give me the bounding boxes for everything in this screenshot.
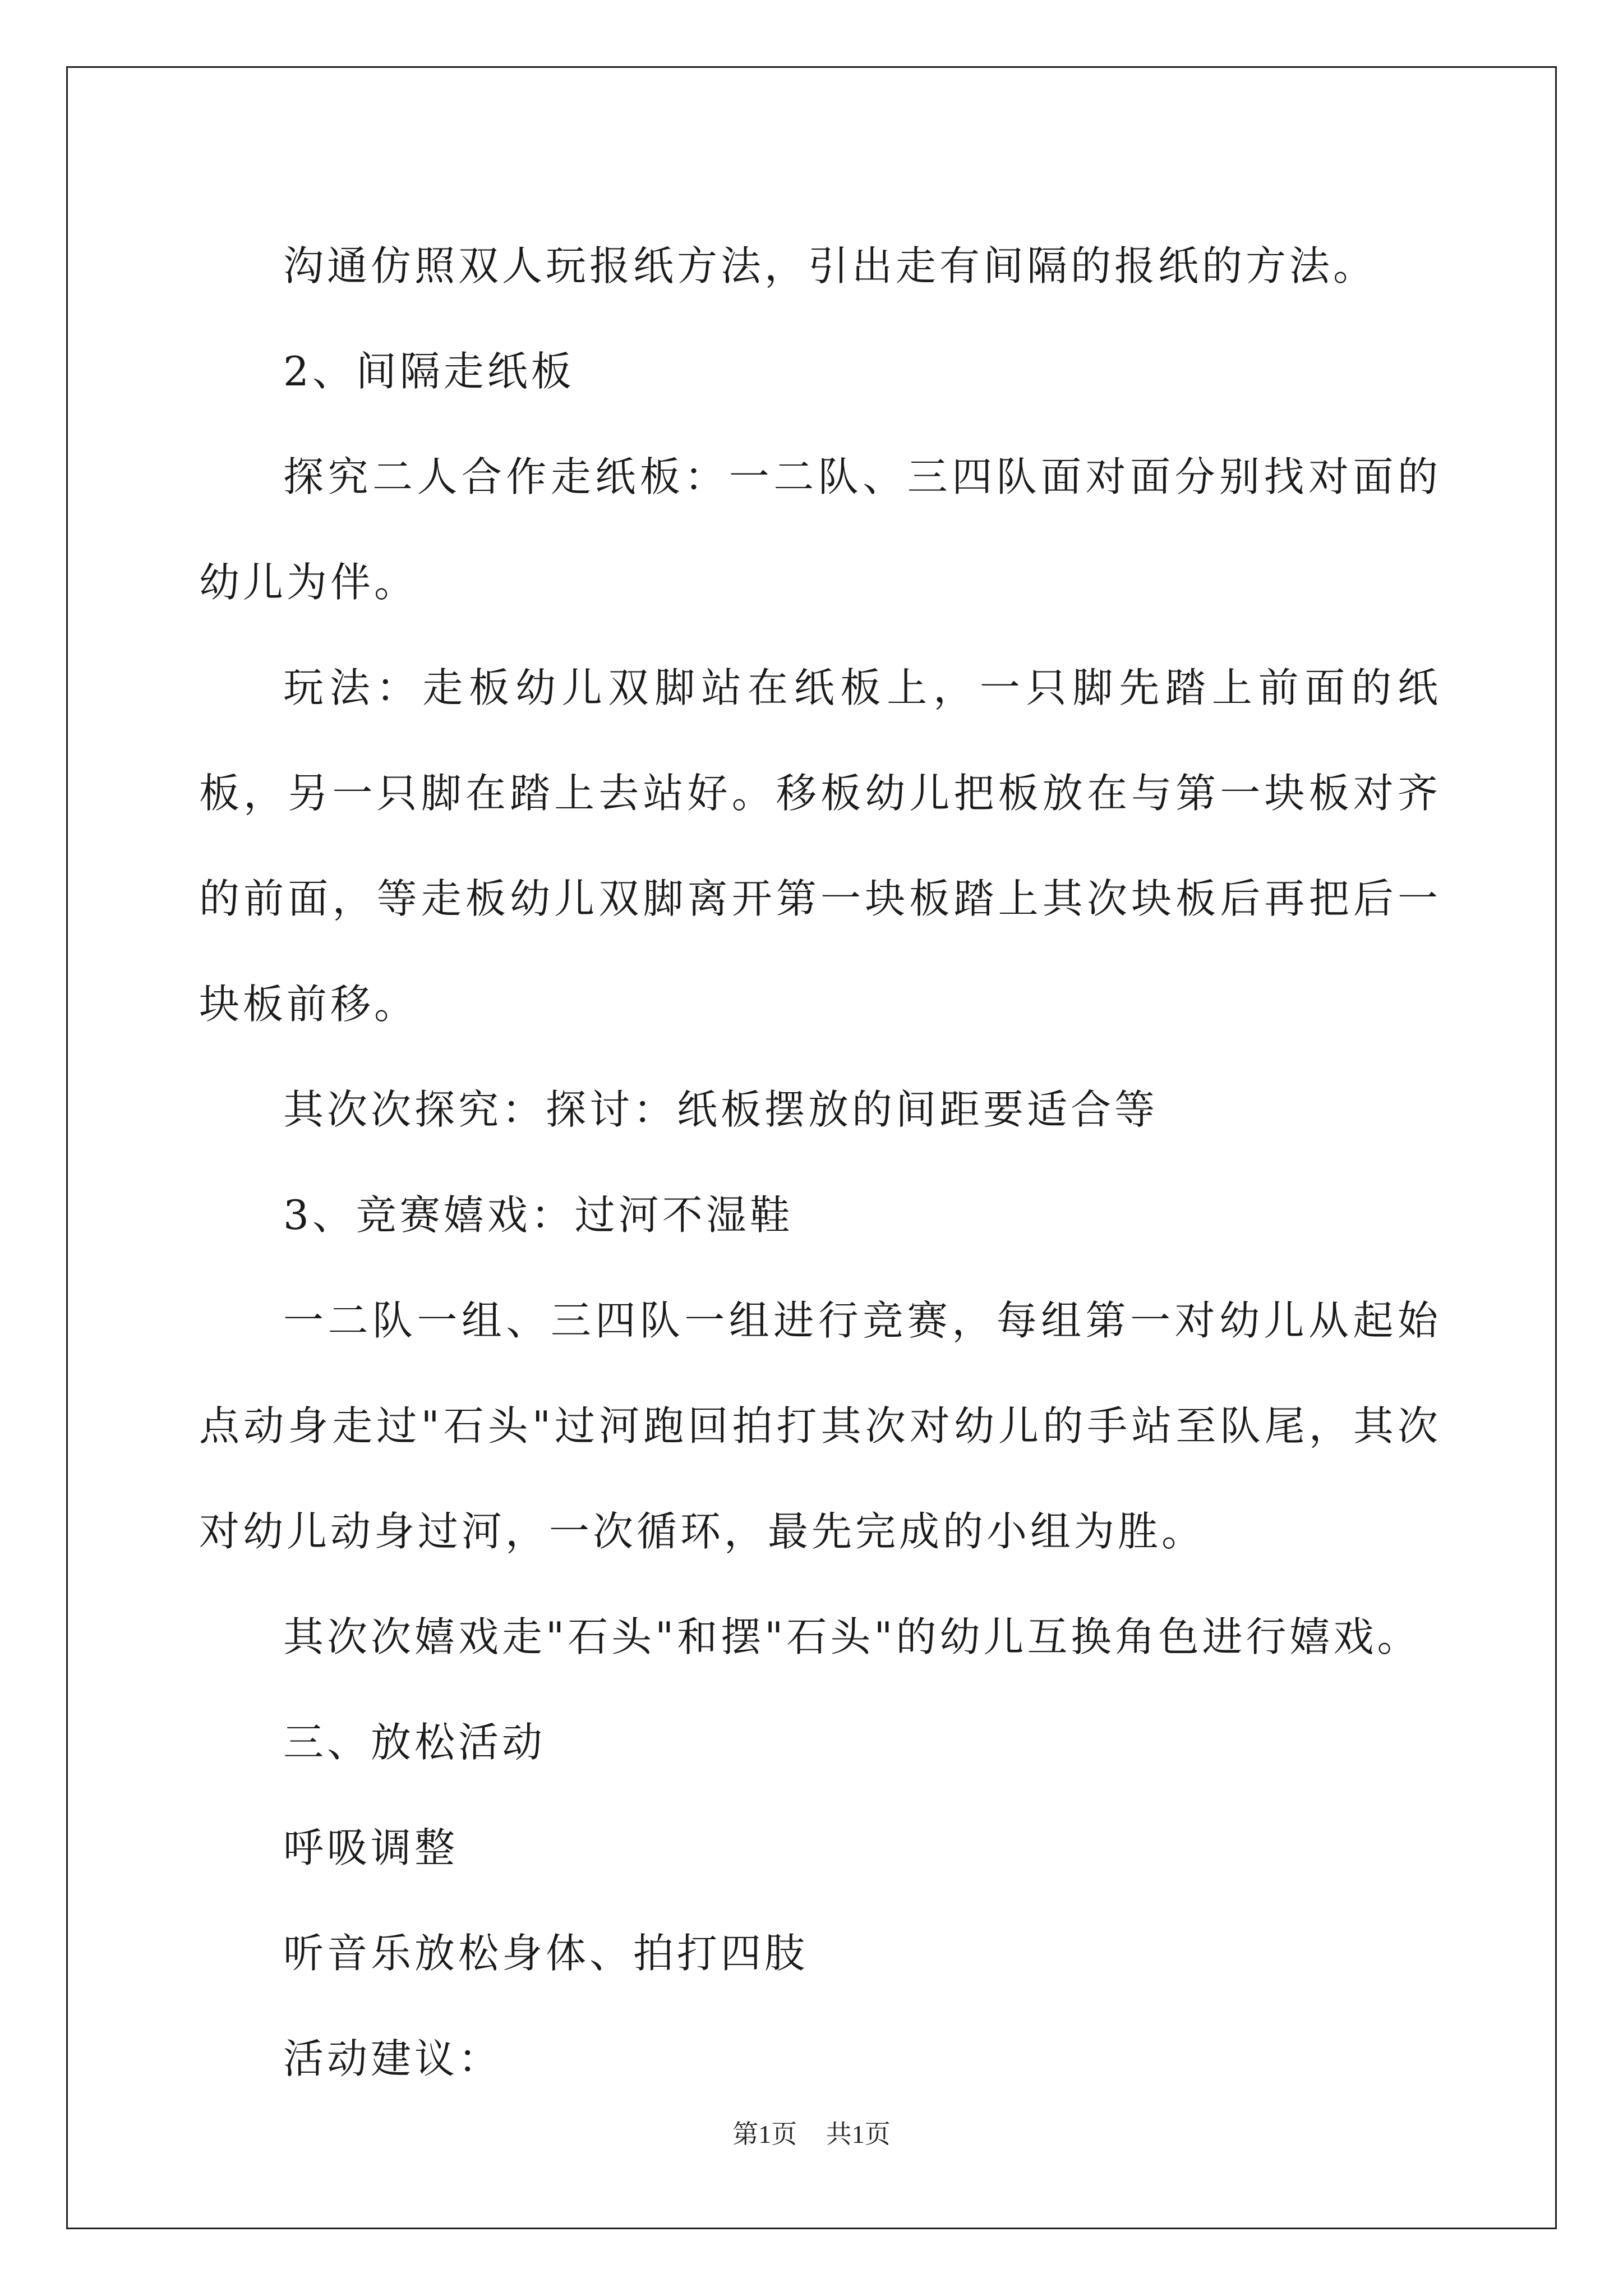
section-heading: 三、放松活动 xyxy=(283,1719,546,1766)
page-number: 第1页 xyxy=(732,2120,797,2148)
section-heading: 3、竞赛嬉戏：过河不湿鞋 xyxy=(283,1191,794,1239)
paragraph: 呼吸调整 xyxy=(283,1824,459,1871)
paragraph: 一二队一组、三四队一组进行竞赛，每组第一对幼儿从起始点动身走过"石头"过河跑回拍打其次对幼儿的手站至队尾，其次对幼儿动身过河，一次循环，最先完成的小组为胜。 xyxy=(199,1297,1441,1555)
document-body xyxy=(199,213,1441,2111)
page-footer xyxy=(0,2114,1623,2151)
section-heading: 2、间隔走纸板 xyxy=(283,348,575,395)
paragraph: 活动建议： xyxy=(283,2035,502,2082)
paragraph: 探究二人合作走纸板：一二队、三四队面对面分别找对面的幼儿为伴。 xyxy=(199,453,1441,606)
paragraph: 其次次嬉戏走"石头"和摆"石头"的幼儿互换角色进行嬉戏。 xyxy=(283,1613,1421,1660)
paragraph: 沟通仿照双人玩报纸方法，引出走有间隔的报纸的方法。 xyxy=(283,242,1377,289)
paragraph: 玩法：走板幼儿双脚站在纸板上，一只脚先踏上前面的纸板，另一只脚在踏上去站好。移板幼儿把板放在与第一块板对齐的前面，等走板幼儿双脚离开第一块板踏上其次块板后再把后一块板前移。 xyxy=(199,664,1441,1028)
paragraph: 听音乐放松身体、拍打四肢 xyxy=(283,1930,809,1977)
paragraph: 其次次探究：探讨：纸板摆放的间距要适合等 xyxy=(283,1086,1159,1133)
page-total: 共1页 xyxy=(826,2120,891,2148)
